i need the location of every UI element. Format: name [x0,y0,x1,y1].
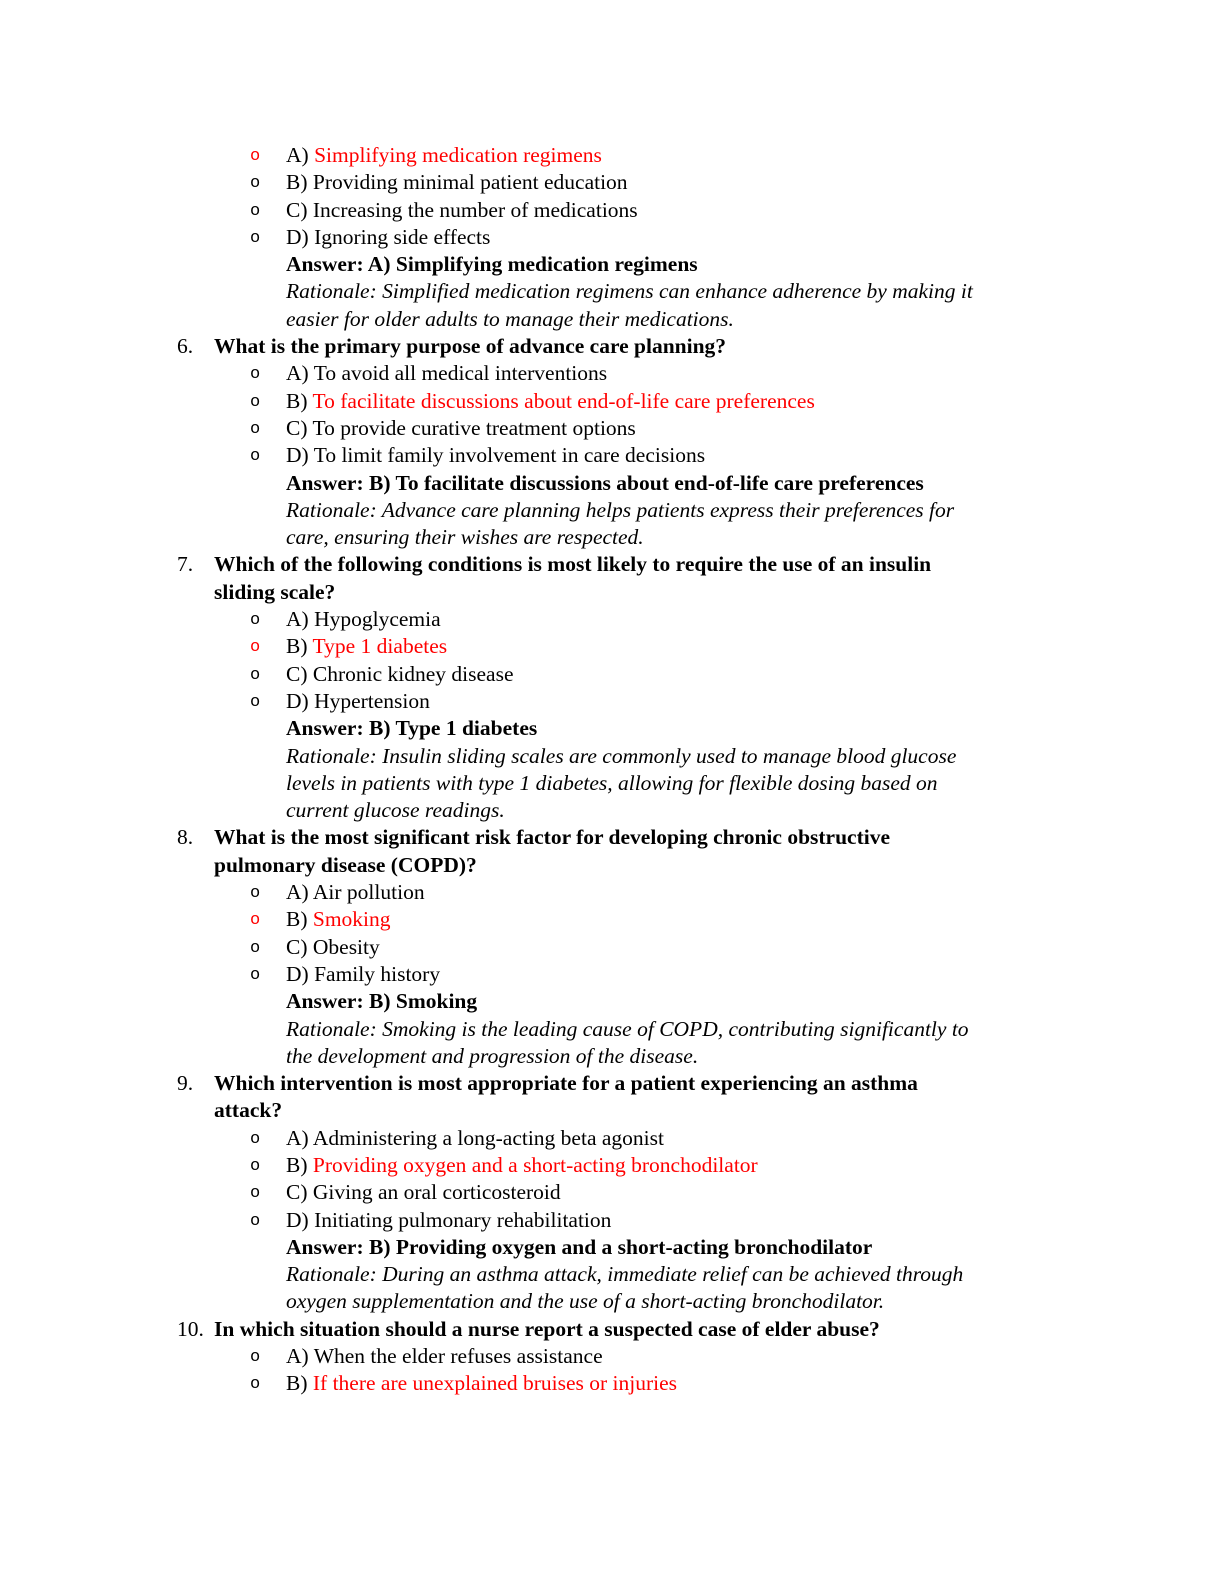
bullet-icon: o [250,147,261,166]
option-prefix: A) [286,361,309,386]
rationale-text: oxygen supplementation and the use of a short-acting bronchodilator. [286,1289,885,1314]
option-row [0,1343,1224,1370]
option-text [286,1152,758,1179]
option-row [0,388,1224,415]
option-row [0,606,1224,633]
option-prefix: B) [286,170,308,195]
bullet-icon: o [250,965,261,985]
option-prefix: C) [286,934,308,959]
option-prefix: B) [286,634,308,659]
bullet-icon: o [250,228,261,248]
question-text: attack? [214,1098,283,1123]
option-row [0,415,1224,442]
bullet-icon: o [250,1129,261,1149]
option-prefix: C) [286,661,308,686]
option-text [286,360,607,387]
question-line [0,1097,1224,1124]
option-row [0,1152,1224,1179]
answer-text: Answer: B) Providing oxygen and a short-acting bronchodilator [286,1234,873,1259]
option-prefix: C) [286,415,308,440]
bullet-icon: o [250,1348,261,1368]
option-prefix: C) [286,1180,308,1205]
option-text [286,388,815,415]
option-row [0,442,1224,469]
option-prefix: A) [286,1344,309,1369]
option-row [0,934,1224,961]
answer-text: Answer: B) Smoking [286,989,478,1014]
option-prefix: D) [286,443,309,468]
answer-line [0,988,1224,1015]
bullet-icon: o [250,365,261,385]
correct-option-label: If there are unexplained bruises or injuries [312,1371,678,1396]
rationale-text: Rationale: Advance care planning helps patients express their preferences for [286,497,955,522]
option-prefix: B) [286,1371,308,1396]
bullet-icon: o [250,1375,261,1395]
correct-option-label: Type 1 diabetes [312,634,448,659]
question-number: 7. [177,552,194,577]
question-line [0,551,1224,578]
bullet-icon: o [250,665,261,685]
rationale-line [0,497,1224,524]
bullet-icon: o [250,1156,261,1176]
rationale-text: Rationale: Simplified medication regimens can enhance adherence by making it [286,279,973,304]
question-text: What is the most significant risk factor for developing chronic obstructive [214,825,891,850]
rationale-line [0,797,1224,824]
option-label: To provide curative treatment options [312,415,636,440]
rationale-text: the development and progression of the disease. [286,1043,699,1068]
option-row [0,224,1224,251]
option-row [0,360,1224,387]
bullet-icon: o [250,419,261,439]
option-text [286,415,636,442]
question-text: What is the primary purpose of advance care planning? [214,334,727,359]
rationale-text: levels in patients with type 1 diabetes, allowing for flexible dosing based on [286,770,938,795]
option-row [0,197,1224,224]
rationale-line [0,278,1224,305]
rationale-line [0,770,1224,797]
question-text: pulmonary disease (COPD)? [214,852,477,877]
option-label: Chronic kidney disease [312,661,514,686]
question-text: In which situation should a nurse report a suspected case of elder abuse? [214,1316,880,1341]
option-text [286,1125,664,1152]
rationale-line [0,1261,1224,1288]
answer-line [0,251,1224,278]
option-label: Hypertension [314,688,430,713]
question-line [0,333,1224,360]
rationale-text: easier for older adults to manage their medications. [286,306,734,331]
rationale-text: Rationale: Insulin sliding scales are commonly used to manage blood glucose [286,743,957,768]
document-page [0,142,1224,1398]
option-label: Air pollution [312,880,425,905]
question-line [0,1316,1224,1343]
option-row [0,1125,1224,1152]
question-line [0,579,1224,606]
option-prefix: D) [286,688,309,713]
rationale-line [0,1288,1224,1315]
option-text [286,1343,603,1370]
bullet-icon: o [250,692,261,712]
option-prefix: A) [286,143,309,167]
bullet-icon: o [250,201,261,221]
option-text [286,906,391,933]
option-row [0,1370,1224,1397]
option-label: Family history [314,961,441,986]
option-text [286,633,447,660]
option-label: To limit family involvement in care decisions [313,443,706,468]
question-text: Which intervention is most appropriate for a patient experiencing an asthma [214,1071,918,1096]
answer-text: Answer: B) To facilitate discussions about end-of-life care preferences [286,470,924,495]
bullet-icon: o [250,638,261,658]
rationale-line [0,524,1224,551]
option-label: To avoid all medical interventions [313,361,608,386]
correct-option-label: To facilitate discussions about end-of-life care preferences [312,388,815,413]
bullet-icon: o [250,884,261,904]
bullet-icon: o [250,1184,261,1204]
option-text [286,1179,561,1206]
question-text: Which of the following conditions is most likely to require the use of an insulin [214,552,932,577]
answer-line [0,715,1224,742]
option-row [0,169,1224,196]
bullet-icon: o [250,1211,261,1231]
option-row [0,1207,1224,1234]
question-line [0,852,1224,879]
option-prefix: A) [286,1125,309,1150]
question-number: 8. [177,825,194,850]
option-text [286,142,602,169]
option-text [286,879,425,906]
answer-line [0,1234,1224,1261]
option-row [0,961,1224,988]
rationale-text: Rationale: During an asthma attack, immediate relief can be achieved through [286,1262,964,1287]
correct-option-label: Providing oxygen and a short-acting bronchodilator [312,1152,758,1177]
option-text [286,442,705,469]
option-text [286,961,440,988]
option-prefix: D) [286,961,309,986]
rationale-line [0,306,1224,333]
bullet-icon: o [250,611,261,631]
option-text [286,688,430,715]
option-label: Ignoring side effects [314,224,491,249]
option-text [286,606,441,633]
option-row [0,879,1224,906]
option-label: Providing minimal patient education [312,170,628,195]
option-text [286,1370,677,1397]
bullet-icon: o [250,392,261,412]
question-number: 10. [177,1316,204,1341]
answer-text: Answer: A) Simplifying medication regimens [286,252,698,277]
option-row [0,906,1224,933]
option-text [286,1207,611,1234]
question-line [0,1070,1224,1097]
option-prefix: B) [286,388,308,413]
correct-option-label: Simplifying medication regimens [314,143,602,167]
question-text: sliding scale? [214,579,336,604]
rationale-text: current glucose readings. [286,798,505,823]
question-number: 6. [177,334,194,359]
option-text [286,661,514,688]
option-label: Hypoglycemia [314,607,441,632]
option-text [286,224,490,251]
rationale-line [0,743,1224,770]
rationale-line [0,1043,1224,1070]
option-prefix: C) [286,197,308,222]
option-prefix: D) [286,1207,309,1232]
rationale-line [0,1016,1224,1043]
bullet-icon: o [250,174,261,194]
option-prefix: A) [286,880,309,905]
option-row [0,1179,1224,1206]
bullet-icon: o [250,447,261,467]
option-row [0,633,1224,660]
option-row [0,661,1224,688]
bullet-icon: o [250,911,261,931]
option-prefix: B) [286,1152,308,1177]
option-label: When the elder refuses assistance [313,1344,603,1369]
option-row [0,142,1224,169]
rationale-text: care, ensuring their wishes are respected. [286,525,644,550]
bullet-icon: o [250,938,261,958]
option-text [286,934,380,961]
question-number: 9. [177,1071,194,1096]
answer-line [0,470,1224,497]
question-line [0,824,1224,851]
option-prefix: D) [286,224,309,249]
option-label: Increasing the number of medications [312,197,638,222]
option-label: Initiating pulmonary rehabilitation [314,1207,612,1232]
option-prefix: A) [286,607,309,632]
correct-option-label: Smoking [312,907,391,932]
option-label: Giving an oral corticosteroid [312,1180,561,1205]
answer-text: Answer: B) Type 1 diabetes [286,716,538,741]
option-row [0,688,1224,715]
option-prefix: B) [286,907,308,932]
option-label: Administering a long-acting beta agonist [312,1125,664,1150]
option-text [286,197,638,224]
rationale-text: Rationale: Smoking is the leading cause of COPD, contributing significantly to [286,1016,969,1041]
option-text [286,169,628,196]
option-label: Obesity [312,934,380,959]
